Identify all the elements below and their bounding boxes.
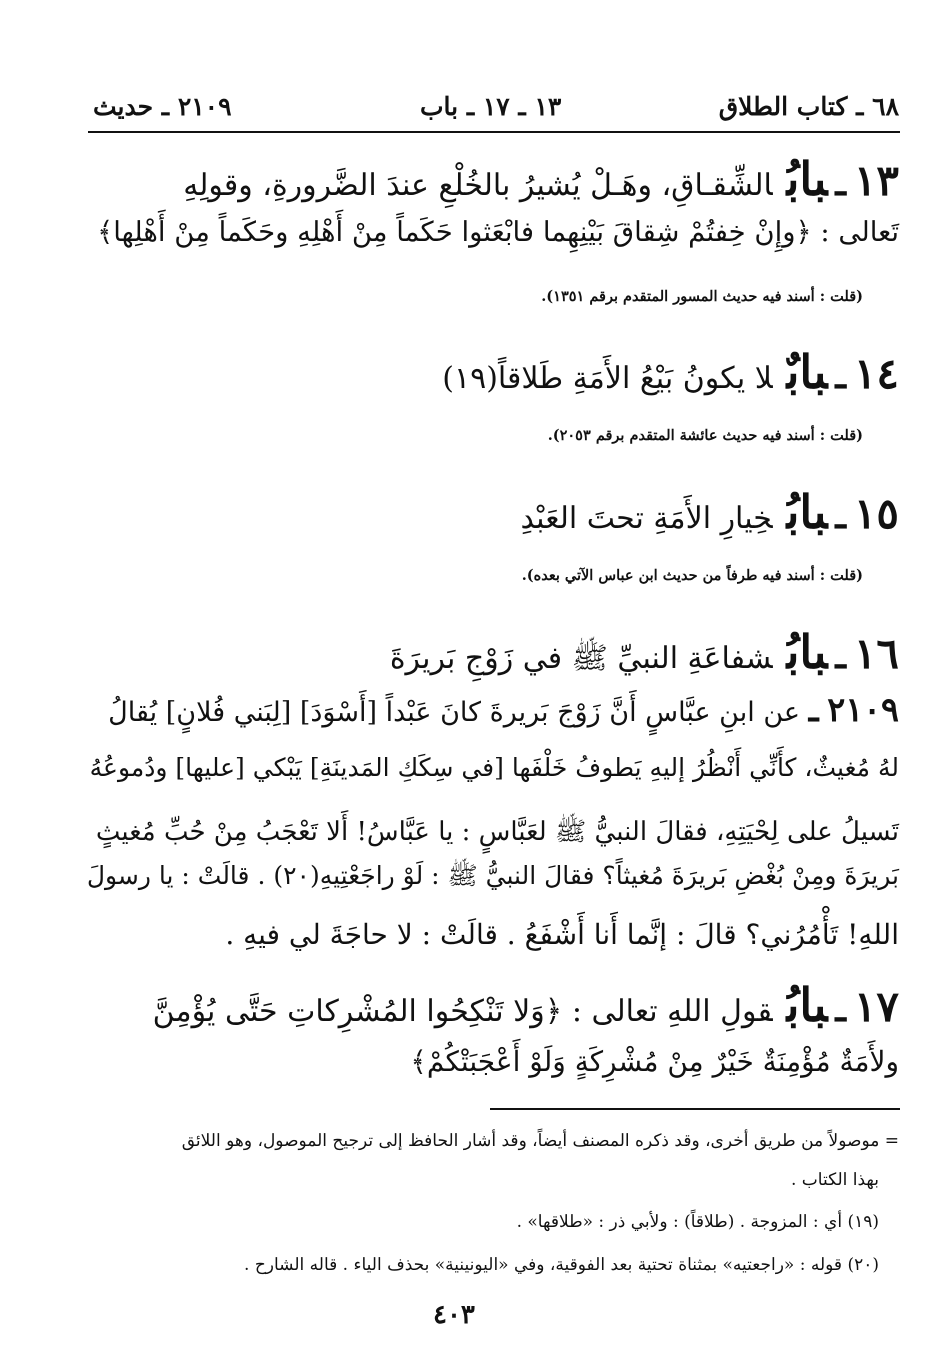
footnote-20: (٢٠) قوله : «راجعتيه» بمثناة تحتية بعد الفوقية، وفي «اليونينية» بحذف الياء . قاله الشارح .	[244, 1255, 879, 1275]
chapter-dash: ـ	[835, 988, 846, 1030]
hadith-dash: ـ	[808, 690, 819, 729]
page-number: ٤٠٣	[433, 1300, 475, 1330]
chapter-dash: ـ	[835, 355, 846, 397]
chapter-word: بابُ	[786, 978, 828, 1032]
running-header-book-title: ٦٨ ـ كتاب الطلاق	[718, 92, 899, 121]
footnote-rule	[490, 1108, 900, 1110]
chapter-13-heading	[183, 152, 899, 206]
chapter-13-title-line2: تَعالى : ﴿وإِنْ خِفتُمْ شِقاقَ بَيْنِهِما فابْعَثوا حَكَماً مِنْ أَهْلِهِ وحَكَماً مِنْ أَهْلِها﴾	[97, 216, 899, 248]
chapter-14-heading	[442, 345, 899, 399]
hadith-text: عن ابنِ عبَّاسٍ أَنَّ زَوْجَ بَريرةَ كانَ عَبْداً [أَسْوَدَ] [لِبَني فُلانٍ] يُقالُ	[108, 697, 800, 728]
chapter-word: بابُ	[786, 625, 828, 679]
chapter-17-title-line2: ولأَمَةٌ مُؤْمِنَةٌ خَيْرٌ مِنْ مُشْرِكَةٍ وَلَوْ أَعْجَبَتْكُمْ﴾	[410, 1045, 899, 1078]
hadith-line-1	[108, 690, 899, 729]
chapter-15-heading	[520, 485, 899, 539]
footnote-continuation-line2: بهذا الكتاب .	[790, 1170, 879, 1190]
chapter-title: خِيارِ الأَمَةِ تحتَ العَبْدِ	[520, 501, 773, 536]
chapter-title: قولِ اللهِ تعالى : ﴿وَلا تَنْكِحُوا المُشْرِكاتِ حَتَّى يُؤْمِنَّ	[152, 994, 773, 1029]
hadith-number: ٢١٠٩	[827, 690, 899, 729]
running-header-hadith-number: ٢١٠٩ ـ حديث	[93, 92, 232, 121]
chapter-word: بابٌ	[786, 345, 828, 399]
chapter-number: ١٣	[853, 156, 899, 205]
footnote-19: (١٩) أي : المزوجة . (طلاقاً) : ولأبي ذر : «طلاقها» .	[516, 1212, 879, 1232]
chapter-number: ١٤	[853, 349, 899, 398]
chapter-dash: ـ	[835, 495, 846, 537]
chapter-title: شفاعَةِ النبيِّ ﷺ في زَوْجِ بَريرَةَ	[389, 641, 773, 676]
header-rule	[88, 131, 900, 133]
chapter-16-heading	[390, 625, 899, 683]
chapter-title: لا يكونُ بَيْعُ الأَمَةِ طَلاقاً(١٩)	[442, 361, 773, 396]
footnote-continuation-line1: = موصولاً من طريق أخرى، وقد ذكره المصنف أيضاً، وقد أشار الحافظ إلى ترجيح الموصول، وهو اللائق	[181, 1131, 899, 1151]
chapter-dash: ـ	[835, 162, 846, 204]
chapter-number: ١٧	[853, 982, 899, 1031]
hadith-line-2: لهُ مُغيثٌ، كأَنِّي أَنْظُرُ إليهِ يَطوفُ خَلْفَها [في سِكَكِ المَدينَةِ] يَبْكي [عليها] ودُموعُهُ	[89, 753, 899, 782]
chapter-title: الشِّقـاقِ، وهَـلْ يُشيرُ بالخُلْعِ عندَ الضَّرورةِ، وقولِهِ	[183, 168, 773, 203]
chapter-number: ١٥	[853, 489, 899, 538]
chapter-dash: ـ	[835, 635, 846, 677]
chapter-14-note: (قلت : أسند فيه حديث عائشة المتقدم برقم ٢٠٥٣).	[547, 427, 863, 444]
running-header-chapter-range: ١٣ ـ ١٧ ـ باب	[420, 92, 562, 121]
chapter-number: ١٦	[853, 629, 899, 678]
chapter-17-heading	[153, 978, 899, 1032]
chapter-word: بابُ	[786, 152, 828, 206]
hadith-line-5: اللهِ! تَأْمُرُني؟ قالَ : إنَّما أَنا أَشْفَعُ . قالَتْ : لا حاجَةَ لي فيهِ .	[225, 918, 899, 951]
chapter-15-note: (قلت : أسند فيه طرفاً من حديث ابن عباس الآتي بعده).	[521, 567, 863, 584]
hadith-line-4: بَريرَةَ ومِنْ بُغْضِ بَريرَةَ مُغيثاً؟ فقالَ النبيُّ ﷺ : لَوْ راجَعْتِيهِ(٢٠) . قالَتْ : يا رسولَ	[86, 861, 899, 890]
chapter-word: بابُ	[786, 485, 828, 539]
hadith-line-3: تَسيلُ على لِحْيَتِهِ، فقالَ النبيُّ ﷺ لعَبَّاسٍ : يا عَبَّاسُ! أَلا تَعْجَبُ مِنْ حُبِّ مُغيثٍ	[95, 817, 899, 847]
chapter-13-note: (قلت : أسند فيه حديث المسور المتقدم برقم ١٣٥١).	[541, 288, 863, 305]
